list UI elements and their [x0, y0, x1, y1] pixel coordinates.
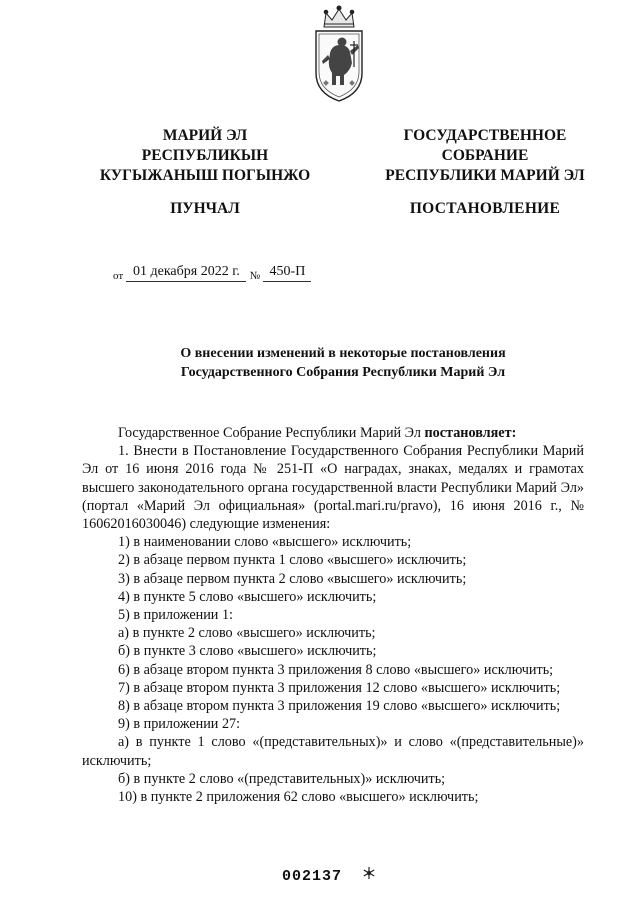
document-number: 450-П	[263, 264, 311, 282]
footer-serial-number: 002137	[282, 868, 343, 885]
title-line-2: Государственного Собрания Республики Марий Эл	[180, 365, 506, 380]
list-item: 4) в пункте 5 слово «высшего» исключить;	[118, 588, 377, 605]
intro-bold: постановляет:	[424, 425, 517, 441]
list-item: 8) в абзаце втором пункта 3 приложения 19 слово «высшего» исключить;	[118, 698, 561, 715]
list-item: 6) в абзаце втором пункта 3 приложения 8 слово «высшего» исключить;	[118, 661, 554, 678]
header-left-block	[80, 126, 330, 186]
list-item: 5) в приложении 1:	[118, 607, 233, 624]
header-right-line-3: РЕСПУБЛИКИ МАРИЙ ЭЛ	[385, 167, 585, 184]
intro-paragraph	[82, 424, 584, 442]
header-left-line-1: МАРИЙ ЭЛ	[162, 127, 248, 144]
list-item: а) в пункте 2 слово «высшего» исключить;	[118, 625, 376, 642]
list-item: а) в пункте 1 слово «(представительных)» и слово «(представительные)» исключить;	[82, 734, 584, 769]
list-item: 3) в абзаце первом пункта 2 слово «высшего» исключить;	[118, 570, 467, 587]
list-item: 10) в пункте 2 приложения 62 слово «высшего» исключить;	[118, 789, 479, 806]
list-item: 7) в абзаце втором пункта 3 приложения 12 слово «высшего» исключить;	[118, 679, 561, 696]
document-date: 01 декабря 2022 г.	[126, 264, 246, 282]
from-label: от	[113, 270, 124, 282]
document-title	[70, 344, 616, 382]
header-left-line-2: РЕСПУБЛИКЫН	[141, 147, 269, 164]
list-item: 9) в приложении 27:	[118, 716, 241, 733]
snowflake-icon	[362, 866, 376, 880]
intro-text: Государственное Собрание Республики Марий Эл	[118, 425, 425, 441]
title-line-1: О внесении изменений в некоторые постановления	[180, 346, 506, 361]
doc-type-mari: ПУНЧАЛ	[170, 200, 240, 217]
list-item: 1) в наименовании слово «высшего» исключить;	[118, 534, 412, 551]
date-number-line	[113, 263, 311, 282]
header-left-line-3: КУГЫЖАНЫШ ПОГЫНЖО	[99, 167, 311, 184]
list-item: 2) в абзаце первом пункта 1 слово «высшего» исключить;	[118, 552, 467, 569]
number-label: №	[249, 270, 261, 282]
header-right-line-1: ГОСУДАРСТВЕННОЕ	[403, 127, 567, 144]
header-right-block	[350, 126, 620, 186]
doc-type-russian: ПОСТАНОВЛЕНИЕ	[409, 200, 561, 217]
list-item: б) в пункте 2 слово «(представительных)» исключить;	[118, 770, 446, 787]
coat-of-arms-emblem-icon	[302, 5, 376, 105]
header-right-line-2: СОБРАНИЕ	[441, 147, 529, 164]
document-body	[82, 424, 584, 806]
list-item: б) в пункте 3 слово «высшего» исключить;	[118, 643, 377, 660]
paragraph-1: 1. Внести в Постановление Государственного Собрания Республики Марий Эл от 16 июня 2016 года № 251-П «О наградах, знаках, медалях и грамотах высшего законодательного органа государственной власти Республики Марий Эл» (портал «Марий Эл официальная» (portal.mari.ru/pravo), 16 июня 2016 г., № 16062016030046) следующие изменения:	[82, 443, 584, 533]
